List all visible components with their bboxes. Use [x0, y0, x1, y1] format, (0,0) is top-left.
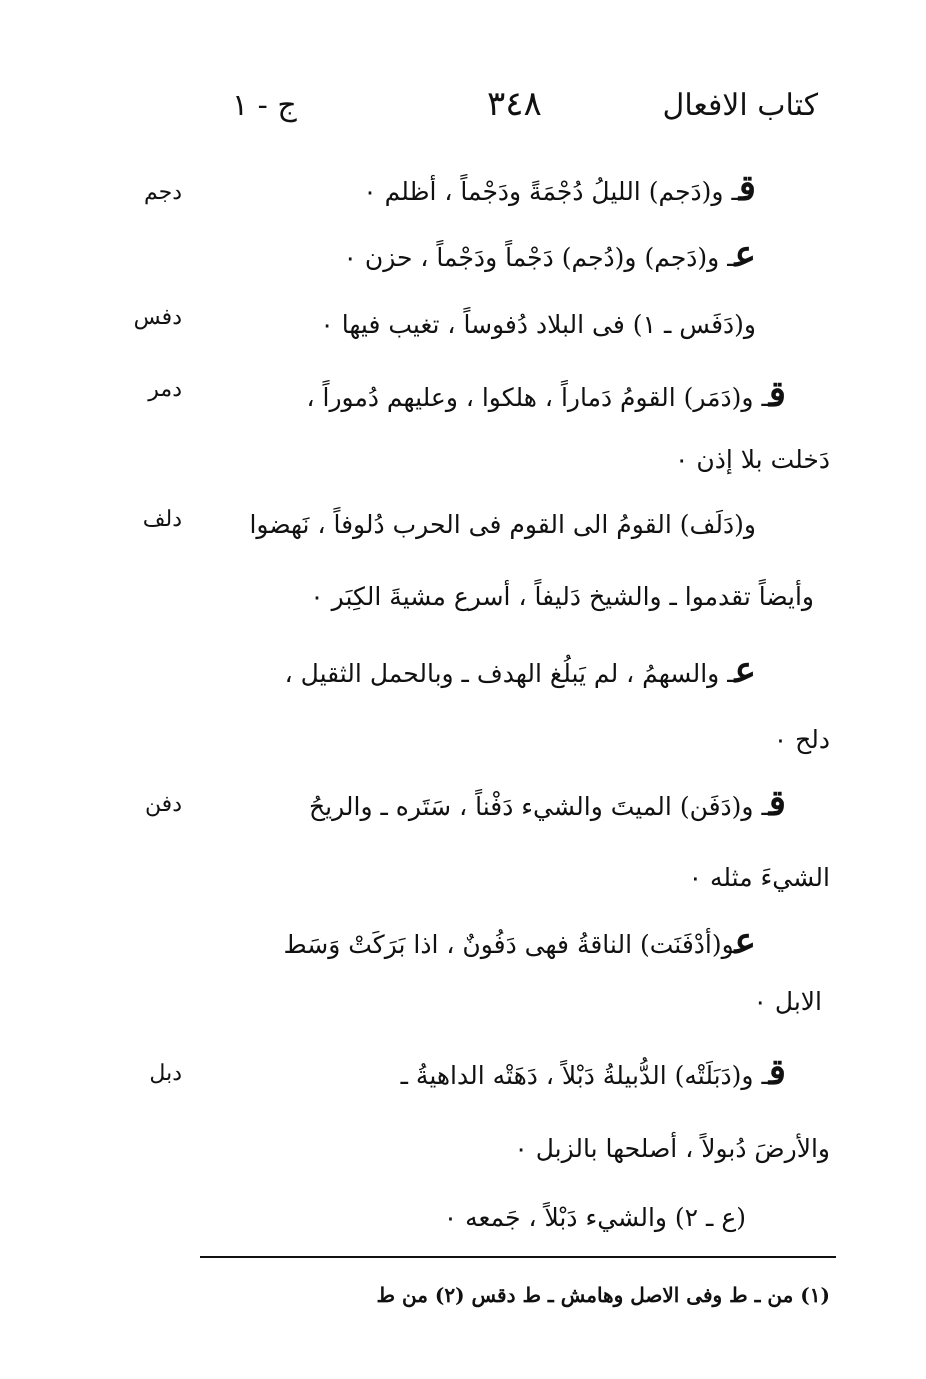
- text-line: والأرضَ دُبولاً ، أصلحها بالزبل ٠: [514, 1134, 830, 1163]
- text-line: الشيءَ مثله ٠: [688, 863, 830, 892]
- text-line: دَخلت بلا إذن ٠: [674, 445, 830, 474]
- text-line: [401, 1052, 786, 1096]
- text-line: [343, 234, 756, 278]
- margin-root-dalf: دلف: [142, 507, 182, 532]
- source-mark: ع: [734, 233, 756, 275]
- source-mark: ق: [768, 373, 786, 415]
- source-mark: ق: [768, 1051, 786, 1093]
- text-line: [363, 168, 756, 212]
- text-line: الابل ٠: [753, 987, 822, 1016]
- text-line: [309, 783, 786, 827]
- text-line: (ع ـ ٢) والشيء دَبْلاً ، جَمعه ٠: [443, 1203, 746, 1232]
- margin-root-dabl: دبل: [149, 1061, 182, 1086]
- text-line: دلح ٠: [773, 725, 830, 754]
- page-header: [0, 84, 926, 138]
- footnote: (١) من ـ ط وفى الاصل وهامش ـ ط دقس (٢) من ط: [376, 1283, 830, 1307]
- text-line: [284, 921, 756, 965]
- book-title: كتاب الافعال: [662, 88, 818, 123]
- line-text: ـ و(دَجم) الليلُ دُجْمَةً ودَجْماً ، أظلم ٠: [363, 177, 739, 206]
- text-line: [307, 374, 787, 418]
- source-mark: ق: [738, 167, 756, 209]
- source-mark: ق: [768, 782, 786, 824]
- text-line: [285, 650, 756, 694]
- line-text: ـ و(دَمَر) القومُ دَماراً ، هلكوا ، وعليهم دُموراً ،: [306, 383, 769, 412]
- text-line: و(دَلَف) القومُ الى القوم فى الحرب دُلوفاً ، نَهضوا: [249, 510, 756, 539]
- line-text: ـ والسهمُ ، لم يَبلُغ الهدف ـ وبالحمل الثقيل ،: [284, 659, 735, 688]
- line-text: ـ و(دَبَلَتْه) الدُّبيلةُ دَبْلاً ، دَهَتْه الداهيةُ ـ: [400, 1061, 769, 1090]
- margin-root-dajm: دجم: [143, 180, 182, 205]
- line-text: ـ و(دَجم) و(دُجم) دَجْماً ودَجْماً ، حزن ٠: [343, 243, 735, 272]
- volume-label: ج - ١: [232, 88, 297, 123]
- text-line: و(دَفَس ـ ١) فى البلاد دُفوساً ، تغيب فيها ٠: [320, 310, 756, 339]
- margin-root-dafn: دفن: [144, 792, 182, 817]
- text-line: وأيضاً تقدموا ـ والشيخ دَليفاً ، أسرع مشيةَ الكِبَر ٠: [310, 582, 814, 611]
- source-mark: ع: [734, 649, 756, 691]
- line-text: ـ و(دَفَن) الميتَ والشيء دَفْناً ، سَتَره ـ والريحُ: [309, 792, 769, 821]
- source-mark: ع: [734, 920, 756, 962]
- page-number: ٣٤٨: [487, 84, 542, 124]
- margin-root-damr: دمر: [148, 377, 182, 402]
- margin-root-dafs: دفس: [133, 305, 182, 330]
- footnote-divider: [200, 1256, 836, 1258]
- line-text: و(أدْفَنَت) الناقةُ فهى دَفُونٌ ، اذا بَرَكَتْ وَسَط: [283, 930, 735, 959]
